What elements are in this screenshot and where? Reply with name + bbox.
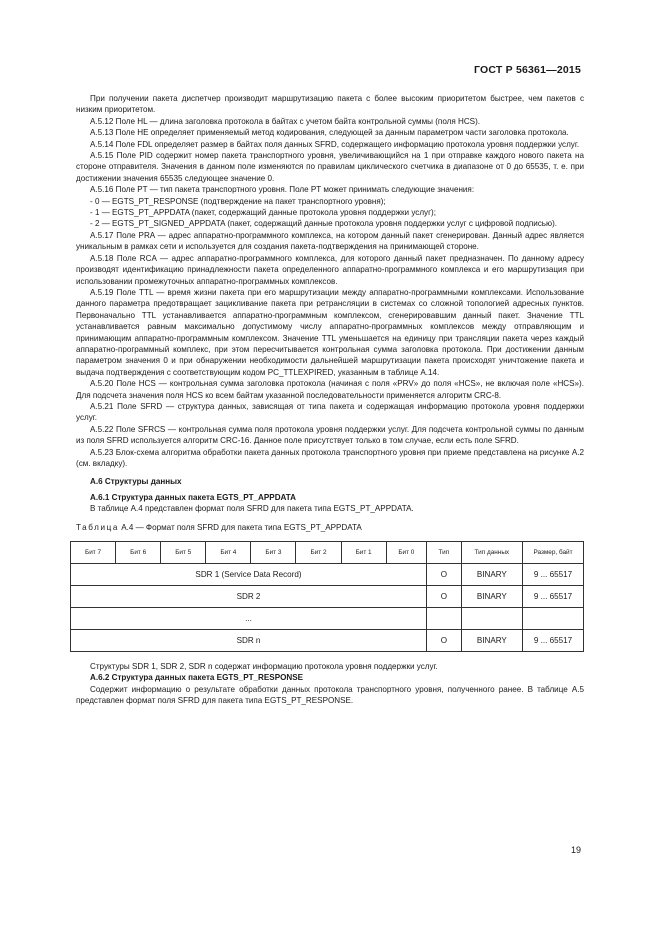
- type-cell: O: [427, 630, 462, 652]
- paragraph: Содержит информацию о результате обработки данных протокола транспортного уровня, полученного ранее. В таблице А.5 представлен формат поля SFRD для пакета типа EGTS_PT_RESPONSE.: [76, 684, 584, 706]
- list-item: - 1 — EGTS_PT_APPDATA (пакет, содержащий данные протокола уровня поддержки услуг);: [90, 208, 436, 218]
- data-type-cell: BINARY: [461, 586, 522, 608]
- table-row: [71, 608, 584, 630]
- data-type-cell: BINARY: [461, 564, 522, 586]
- header-cell: Бит 3: [251, 542, 296, 564]
- table-header-row: [71, 542, 584, 564]
- size-cell: 9 ... 65517: [522, 630, 583, 652]
- header-cell: Размер, байт: [522, 542, 583, 564]
- size-cell: [522, 608, 583, 630]
- subsection-heading: А.6.2 Структура данных пакета EGTS_PT_RESPONSE: [90, 673, 304, 683]
- list-item: - 0 — EGTS_PT_RESPONSE (подтверждение на пакет транспортного уровня);: [90, 196, 386, 206]
- page-number: 19: [570, 845, 581, 855]
- field-cell: SDR 2: [71, 586, 427, 608]
- paragraph: В таблице А.4 представлен формат поля SFRD для пакета типа EGTS_PT_APPDATA.: [90, 504, 414, 514]
- paragraph: Структуры SDR 1, SDR 2, SDR n содержат информацию протокола уровня поддержки услуг.: [90, 662, 438, 672]
- paragraph: А.5.18 Поле RCA — адрес аппаратно-программного комплекса, для которого данный пакет предназначен. По данному адресу производят идентификацию принадлежности пакета определенного аппаратно-программного комплекса и его маршрутизация при использовании промежуточных аппаратно-программных комплексов.: [76, 253, 584, 286]
- document-body: [76, 93, 584, 707]
- header-cell: Бит 2: [296, 542, 341, 564]
- paragraph: А.5.23 Блок-схема алгоритма обработки пакета данных протокола транспортного уровня при приеме представлена на рисунке А.2 (см. вкладку).: [76, 447, 584, 468]
- table-caption: [76, 522, 584, 533]
- paragraph: А.5.17 Поле PRA — адрес аппаратно-программного комплекса, на котором данный пакет сгенерирован. Данный адрес является уникальным в рамках сети и используется для создания пакета-подтверждения на принимающей стороне.: [76, 230, 584, 252]
- field-cell: ...: [71, 608, 427, 630]
- paragraph: А.5.15 Поле PID содержит номер пакета транспортного уровня, увеличивающийся на 1 при отправке каждого нового пакета на стороне отправителя. Значения в данном поле изменяются по правилам циклического счетчика в диапазоне от 0 до 65535, т. е. при достижении значения 65535 следующее значение 0.: [76, 151, 584, 183]
- type-cell: O: [427, 564, 462, 586]
- paragraph: А.5.14 Поле FDL определяет размер в байтах поля данных SFRD, содержащего информацию протокола уровня поддержки услуг.: [90, 139, 580, 149]
- type-cell: [427, 608, 462, 630]
- header-cell: Тип данных: [461, 542, 522, 564]
- paragraph: А.5.12 Поле HL — длина заголовка протокола в байтах с учетом байта контрольной суммы (поля HCS).: [90, 116, 481, 126]
- header-cell: Бит 0: [386, 542, 426, 564]
- table-row: [71, 630, 584, 652]
- header-cell: Тип: [427, 542, 462, 564]
- section-heading: А.6 Структуры данных: [90, 477, 182, 487]
- header-cell: Бит 5: [161, 542, 206, 564]
- table-row: [71, 564, 584, 586]
- size-cell: 9 ... 65517: [522, 564, 583, 586]
- header-cell: Бит 1: [341, 542, 386, 564]
- paragraph: А.5.19 Поле TTL — время жизни пакета при его маршрутизации между аппаратно-программными комплексами. Использование данного параметра предотвращает зацикливание пакета при ретрансляции в системах со сложной топологией адресных пунктов. Первоначально TTL устанавливается аппаратно-программным комплексом, сгенерировавшим данный пакет. Значение TTL устанавливается равным максимально допустимому числу аппаратно-программных комплексов между отправляющим и принимающим аппаратно-программным комплексом. Значение TTL уменьшается на единицу при трансляции пакета через каждый аппаратно-программный комплекс, при этом пересчитывается контрольная сумма заголовка протокола. При достижении данным параметром значения 0 и при обнаружении необходимости дальнейшей маршрутизации пакета происходят уничтожение пакета и выдача подтверждения с соответствующим кодом PC_TTLEXPIRED, указанным в таблице А.14.: [76, 287, 584, 377]
- list-item: - 2 — EGTS_PT_SIGNED_APPDATA (пакет, содержащий данные протокола уровня поддержки услуг с цифровой подписью).: [90, 219, 558, 229]
- subsection-heading: А.6.1 Структура данных пакета EGTS_PT_APPDATA: [90, 492, 296, 502]
- standard-header: ГОСТ Р 56361—2015: [473, 64, 581, 76]
- data-type-cell: BINARY: [461, 630, 522, 652]
- table-caption-word: Таблица: [76, 522, 119, 532]
- field-cell: SDR n: [71, 630, 427, 652]
- sfrd-format-table: [70, 541, 584, 652]
- paragraph: А.5.20 Поле HCS — контрольная сумма заголовка протокола (начиная с поля «PRV» до поля «HCS», не включая поле «HCS»). Для подсчета значения поля HCS ко всем байтам указанной последовательности применяется алгоритм CRC-8.: [76, 379, 584, 400]
- table-caption-text: А.4 — Формат поля SFRD для пакета типа EGTS_PT_APPDATA: [121, 522, 362, 532]
- header-cell: Бит 7: [71, 542, 116, 564]
- header-cell: Бит 4: [206, 542, 251, 564]
- field-cell: SDR 1 (Service Data Record): [71, 564, 427, 586]
- type-cell: O: [427, 586, 462, 608]
- paragraph: А.5.22 Поле SFRCS — контрольная сумма поля протокола уровня поддержки услуг. Для подсчета контрольной суммы по данным из поля SFRD используется алгоритм CRC-16. Данное поле присутствует только в том случае, если есть поле SFRD.: [76, 424, 584, 446]
- header-cell: Бит 6: [116, 542, 161, 564]
- paragraph: А.5.13 Поле HE определяет применяемый метод кодирования, следующей за данным параметром части заголовка протокола.: [90, 128, 569, 138]
- paragraph: А.5.21 Поле SFRD — структура данных, зависящая от типа пакета и содержащая информацию протокола уровня поддержки услуг.: [76, 401, 584, 423]
- paragraph: При получении пакета диспетчер производит маршрутизацию пакета с более высоким приоритетом быстрее, чем пакетов с низким приоритетом.: [76, 94, 584, 115]
- data-type-cell: [461, 608, 522, 630]
- size-cell: 9 ... 65517: [522, 586, 583, 608]
- paragraph: А.5.16 Поле PT — тип пакета транспортного уровня. Поле PT может принимать следующие значения:: [90, 185, 475, 195]
- table-row: [71, 586, 584, 608]
